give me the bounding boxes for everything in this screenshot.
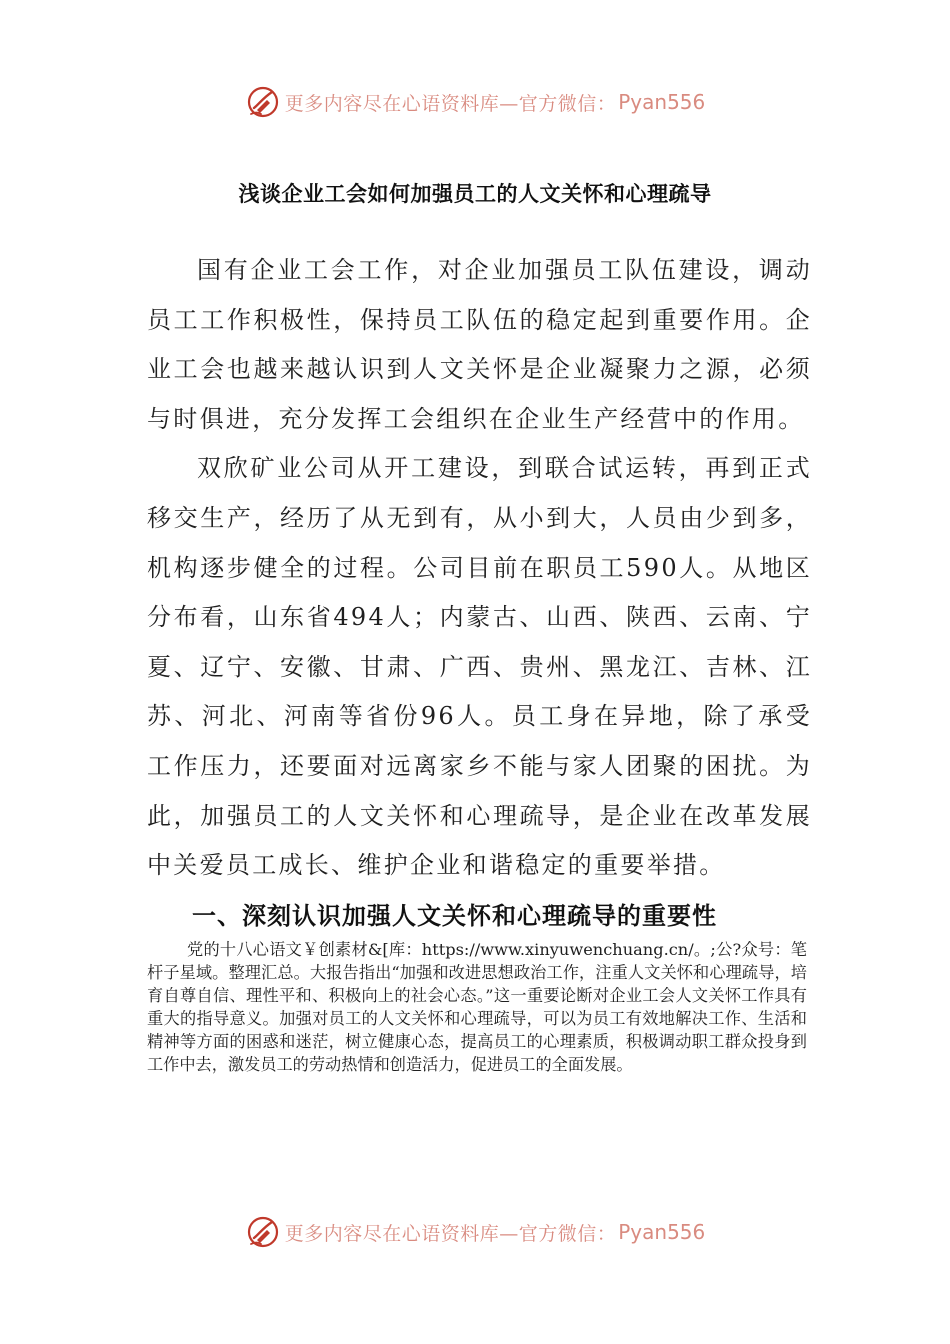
watermark-account: Pyan556 [618,1220,706,1244]
body-paragraph: 双欣矿业公司从开工建设，到联合试运转，再到正式移交生产，经历了从无到有，从小到大，人员由少到多，机构逐步健全的过程。公司目前在职员工590人。从地区分布看，山东省494人；内蒙古、山西、陕西、云南、宁夏、辽宁、安徽、甘肃、广西、贵州、黑龙江、吉林、江苏、河北、河南等省份96人。员工身在异地，除了承受工作压力，还要面对远离家乡不能与家人团聚的困扰。为此，加强员工的人文关怀和心理疏导，是企业在改革发展中关爱员工成长、维护企业和谐稳定的重要举措。 [147,454,812,880]
watermark-text: 更多内容尽在心语资料库—官方微信： [284,92,617,115]
header-watermark [0,82,950,122]
pen-seal-logo-icon [245,84,281,120]
footer-watermark [0,1212,950,1252]
section-heading: 一、深刻认识加强人文关怀和心理疏导的重要性 [192,902,717,930]
pen-seal-logo-icon [245,1214,281,1250]
section-paragraph: 党的十八心语文￥创素材&[库：https://www.xinyuwenchuang.cn/。;公?众号：笔杆子星域。整理汇总。大报告指出“加强和改进思想政治工作，注重人文关怀和心理疏导，培育自尊自信、理性平和、积极向上的社会心态。”这一重要论断对企业工会人文关怀工作具有重大的指导意义。加强对员工的人文关怀和心理疏导，可以为员工有效地解决工作、生活和精神等方面的困惑和迷茫，树立健康心态，提高员工的心理素质，积极调动职工群众投身到工作中去，激发员工的劳动热情和创造活力，促进员工的全面发展。 [147,940,807,1074]
document-body [147,246,812,891]
watermark-text: 更多内容尽在心语资料库—官方微信： [284,1222,617,1245]
document-title: 浅谈企业工会如何加强员工的人文关怀和心理疏导 [238,182,712,206]
body-paragraph: 国有企业工会工作，对企业加强员工队伍建设，调动员工工作积极性，保持员工队伍的稳定起到重要作用。企业工会也越来越认识到人文关怀是企业凝聚力之源，必须与时俱进，充分发挥工会组织在企业生产经营中的作用。 [147,256,812,433]
watermark-account: Pyan556 [618,90,706,114]
